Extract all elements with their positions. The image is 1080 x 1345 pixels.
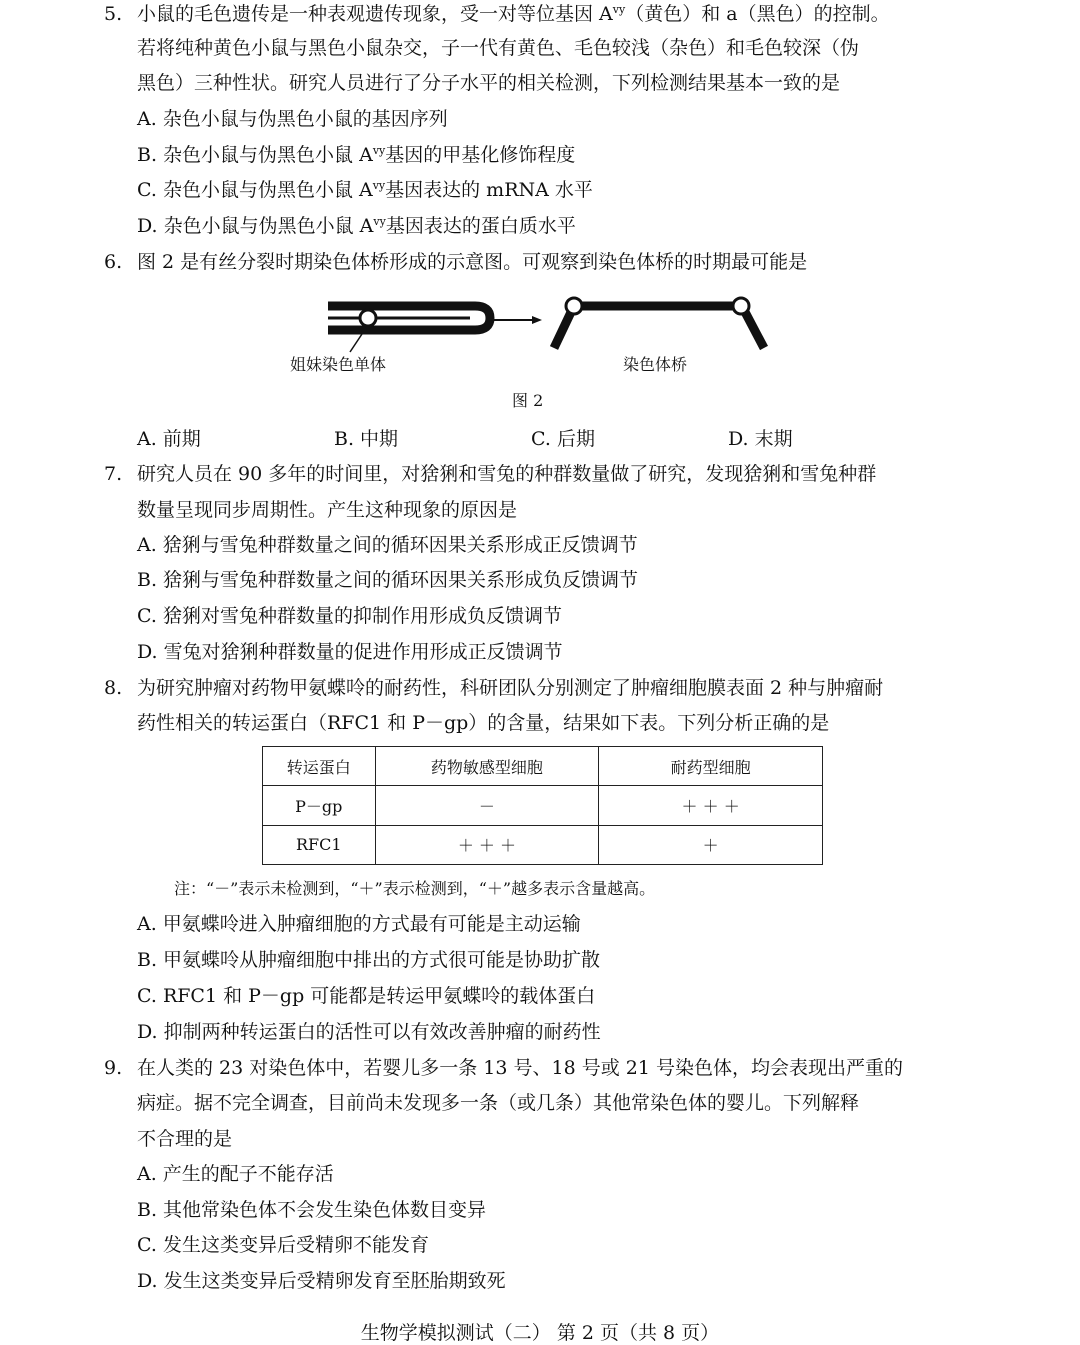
- q7-stem-line-2: 数量呈现同步周期性。产生这种现象的原因是: [137, 499, 518, 521]
- table-cell: ＋: [599, 825, 823, 864]
- q5-option-b-pre: B. 杂色小鼠与伪黑色小鼠 A: [137, 144, 373, 166]
- q5-stem-line-3: 黑色）三种性状。研究人员进行了分子水平的相关检测，下列检测结果基本一致的是: [137, 72, 841, 94]
- q7-option-c: C. 猞猁对雪兔种群数量的抑制作用形成负反馈调节: [137, 605, 562, 627]
- q9-stem-line-2: 病症。据不完全调查，目前尚未发现多一条（或几条）其他常染色体的婴儿。下列解释: [137, 1092, 860, 1114]
- transporter-table: [262, 746, 823, 865]
- bridge-right-arm: [744, 310, 764, 348]
- table-cell: RFC1: [263, 825, 376, 864]
- centromere-bridge-right: [733, 298, 749, 314]
- q5-stem-1a: 小鼠的毛色遗传是一种表观遗传现象，受一对等位基因 A: [137, 3, 613, 25]
- q7-number: 7.: [104, 463, 123, 485]
- q7-option-a: A. 猞猁与雪兔种群数量之间的循环因果关系形成正反馈调节: [137, 534, 638, 556]
- q5-option-c: [137, 178, 593, 205]
- figure-caption: 图 2: [512, 391, 544, 410]
- page-footer: 生物学模拟测试（二） 第 2 页（共 8 页）: [360, 1322, 720, 1344]
- q8-stem-line-2: 药性相关的转运蛋白（RFC1 和 P－gp）的含量，结果如下表。下列分析正确的是: [137, 712, 830, 734]
- q8-option-d: D. 抑制两种转运蛋白的活性可以有效改善肿瘤的耐药性: [137, 1021, 601, 1043]
- q6-option-b: B. 中期: [334, 428, 399, 450]
- q5-number: 5.: [104, 3, 123, 25]
- q7-option-d: D. 雪兔对猞猁种群数量的促进作用形成正反馈调节: [137, 641, 563, 663]
- q5-option-b: [137, 143, 575, 170]
- q9-number: 9.: [104, 1057, 123, 1079]
- q6-stem: 图 2 是有丝分裂时期染色体桥形成的示意图。可观察到染色体桥的时期最可能是: [137, 251, 808, 273]
- q6-option-d: D. 末期: [728, 428, 793, 450]
- table-header-cell: 耐药型细胞: [599, 747, 823, 786]
- q7-stem-line-1: 研究人员在 90 多年的时间里，对猞猁和雪兔的种群数量做了研究，发现猞猁和雪兔种群: [137, 463, 877, 485]
- q5-option-a: A. 杂色小鼠与伪黑色小鼠的基因序列: [137, 108, 448, 130]
- q9-option-a: A. 产生的配子不能存活: [137, 1163, 334, 1185]
- q9-option-c: C. 发生这类变异后受精卵不能发育: [137, 1234, 429, 1256]
- table-cell: ＋ ＋ ＋: [599, 786, 823, 825]
- table-row: [263, 786, 823, 825]
- q9-option-d: D. 发生这类变异后受精卵发育至胚胎期致死: [137, 1270, 506, 1292]
- q5-option-d: [137, 214, 576, 241]
- label-sister-chromatid: 姐妹染色单体: [290, 355, 387, 374]
- q6-option-c: C. 后期: [531, 428, 595, 450]
- q5-option-b-sup: vy: [372, 144, 386, 157]
- q9-stem-line-3: 不合理的是: [137, 1128, 233, 1150]
- q5-option-c-sup: vy: [372, 179, 386, 192]
- q5-stem-line-2: 若将纯种黄色小鼠与黑色小鼠杂交，子一代有黄色、毛色较浅（杂色）和毛色较深（伪: [137, 37, 860, 59]
- table-row: [263, 825, 823, 864]
- table-header-cell: 药物敏感型细胞: [375, 747, 599, 786]
- q8-option-c: C. RFC1 和 P－gp 可能都是转运甲氨蝶呤的载体蛋白: [137, 985, 596, 1007]
- q9-option-b: B. 其他常染色体不会发生染色体数目变异: [137, 1199, 487, 1221]
- table-note: 注：“－”表示未检测到，“＋”表示检测到，“＋”越多表示含量越高。: [174, 879, 656, 898]
- q6-number: 6.: [104, 251, 123, 273]
- q7-option-b: B. 猞猁与雪兔种群数量之间的循环因果关系形成负反馈调节: [137, 569, 639, 591]
- centromere-bridge-left: [566, 298, 582, 314]
- table-header-cell: 转运蛋白: [263, 747, 376, 786]
- q8-stem-line-1: 为研究肿瘤对药物甲氨蝶呤的耐药性，科研团队分别测定了肿瘤细胞膜表面 2 种与肿瘤耐: [137, 677, 884, 699]
- label-chromosome-bridge: 染色体桥: [623, 355, 688, 374]
- q5-option-d-post: 基因表达的蛋白质水平: [385, 215, 576, 237]
- q5-option-d-sup: vy: [373, 215, 386, 228]
- q5-option-c-pre: C. 杂色小鼠与伪黑色小鼠 A: [137, 179, 373, 201]
- q5-stem-sup: vy: [612, 3, 626, 16]
- q6-options: [0, 427, 1080, 451]
- centromere-left: [360, 310, 376, 326]
- q8-option-a: A. 甲氨蝶呤进入肿瘤细胞的方式最有可能是主动运输: [137, 913, 581, 935]
- table-cell: ＋ ＋ ＋: [375, 825, 599, 864]
- q5-option-c-post: 基因表达的 mRNA 水平: [385, 179, 593, 201]
- chromosome-bridge-figure: [320, 290, 780, 360]
- arrow-icon: [532, 316, 542, 324]
- table-header-row: [263, 747, 823, 786]
- q8-option-b: B. 甲氨蝶呤从肿瘤细胞中排出的方式很可能是协助扩散: [137, 949, 601, 971]
- table-cell: P－gp: [263, 786, 376, 825]
- q9-stem-line-1: 在人类的 23 对染色体中，若婴儿多一条 13 号、18 号或 21 号染色体，均会表现出严重的: [137, 1057, 903, 1079]
- table-cell: －: [375, 786, 599, 825]
- q5-option-d-pre: D. 杂色小鼠与伪黑色小鼠 A: [137, 215, 374, 237]
- q6-option-a: A. 前期: [137, 428, 201, 450]
- bridge-left-arm: [554, 310, 572, 348]
- q5-stem-1b: （黄色）和 a（黑色）的控制。: [625, 3, 890, 25]
- q5-option-b-post: 基因的甲基化修饰程度: [385, 144, 576, 166]
- q8-number: 8.: [104, 677, 123, 699]
- q5-stem-line-1: [137, 2, 890, 29]
